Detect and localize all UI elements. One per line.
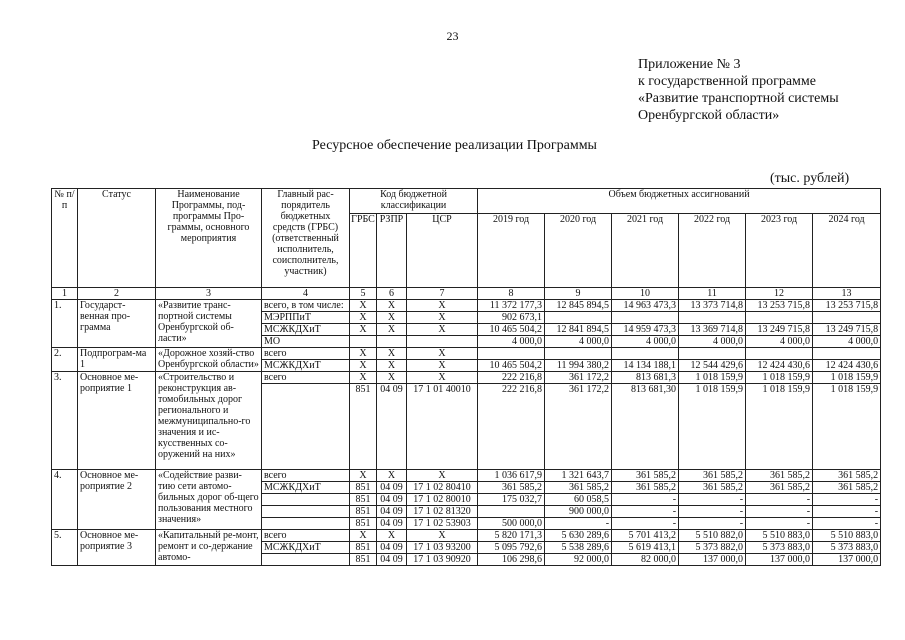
row-name: «Развитие транс-портной системы Оренбургской об-ласти»: [156, 300, 262, 348]
row-value-2020: [545, 312, 612, 324]
row-rzpr: [377, 336, 407, 348]
row-status: Основное ме-роприятие 3: [78, 530, 156, 566]
column-number: 7: [407, 288, 478, 300]
row-value-2022: 5 373 882,0: [679, 542, 746, 554]
row-value-2021: 14 959 473,3: [612, 324, 679, 336]
row-value-2023: 4 000,0: [746, 336, 813, 348]
table-row: [52, 470, 881, 482]
row-csr: Х: [407, 360, 478, 372]
row-value-2021: [612, 348, 679, 360]
row-value-2020: [545, 348, 612, 360]
row-value-2021: 4 000,0: [612, 336, 679, 348]
header-grbs-main: Главный рас-порядитель бюджетных средств (ГРБС) (ответственный исполнитель, соисполнитель, участник): [262, 189, 350, 288]
appendix-line-4: Оренбургской области»: [638, 108, 780, 123]
row-executor: [262, 518, 350, 530]
row-value-2022: [679, 348, 746, 360]
row-executor: МО: [262, 336, 350, 348]
row-value-2023: -: [746, 518, 813, 530]
row-name: «Капитальный ре-монт, ремонт и со-держание автомо-: [156, 530, 262, 566]
row-value-2020: 5 630 289,6: [545, 530, 612, 542]
row-value-2019: 4 000,0: [478, 336, 545, 348]
row-value-2020: 1 321 643,7: [545, 470, 612, 482]
row-value-2020: 361 172,2: [545, 384, 612, 470]
header-year-2019: 2019 год: [478, 214, 545, 288]
row-grbs: Х: [350, 372, 377, 384]
row-value-2022: 13 373 714,8: [679, 300, 746, 312]
row-value-2022: 361 585,2: [679, 470, 746, 482]
row-rzpr: 04 09: [377, 482, 407, 494]
row-value-2022: [679, 312, 746, 324]
row-value-2019: 902 673,1: [478, 312, 545, 324]
header-year-2022: 2022 год: [679, 214, 746, 288]
column-number: 6: [377, 288, 407, 300]
row-grbs: 851: [350, 494, 377, 506]
row-grbs: Х: [350, 360, 377, 372]
row-value-2023: 13 253 715,8: [746, 300, 813, 312]
row-executor: всего: [262, 348, 350, 360]
row-value-2023: [746, 348, 813, 360]
row-executor: [262, 554, 350, 566]
row-rzpr: Х: [377, 530, 407, 542]
row-value-2023: -: [746, 494, 813, 506]
row-value-2021: -: [612, 518, 679, 530]
table-row: [52, 372, 881, 384]
row-rzpr: 04 09: [377, 518, 407, 530]
row-value-2020: -: [545, 518, 612, 530]
row-value-2021: 5 619 413,1: [612, 542, 679, 554]
row-value-2024: 137 000,0: [813, 554, 881, 566]
row-value-2021: 361 585,2: [612, 482, 679, 494]
row-executor: всего: [262, 530, 350, 542]
header-code-group: Код бюджетной классификации: [350, 189, 478, 214]
row-value-2022: 1 018 159,9: [679, 384, 746, 470]
row-value-2023: 361 585,2: [746, 470, 813, 482]
row-value-2019: 5 820 171,3: [478, 530, 545, 542]
row-value-2023: 1 018 159,9: [746, 372, 813, 384]
row-csr: Х: [407, 348, 478, 360]
row-value-2019: 5 095 792,6: [478, 542, 545, 554]
row-rzpr: Х: [377, 360, 407, 372]
row-executor: [262, 506, 350, 518]
row-rzpr: 04 09: [377, 554, 407, 566]
header-num: № п/п: [52, 189, 78, 288]
row-num: 2.: [52, 348, 78, 372]
row-value-2022: -: [679, 506, 746, 518]
row-grbs: 851: [350, 506, 377, 518]
row-grbs: 851: [350, 554, 377, 566]
row-executor: всего, в том числе:: [262, 300, 350, 312]
row-name: «Дорожное хозяй-ство Оренбургской области»: [156, 348, 262, 372]
row-csr: Х: [407, 324, 478, 336]
row-value-2020: 900 000,0: [545, 506, 612, 518]
header-year-2023: 2023 год: [746, 214, 813, 288]
row-value-2019: 10 465 504,2: [478, 360, 545, 372]
column-number: 13: [813, 288, 881, 300]
row-status: Основное ме-роприятие 2: [78, 470, 156, 530]
header-year-2020: 2020 год: [545, 214, 612, 288]
header-volume-group: Объем бюджетных ассигнований: [478, 189, 881, 214]
row-grbs: 851: [350, 482, 377, 494]
row-value-2023: 5 373 883,0: [746, 542, 813, 554]
row-value-2019: 11 372 177,3: [478, 300, 545, 312]
row-num: 4.: [52, 470, 78, 530]
table-row: [52, 530, 881, 542]
row-value-2019: 361 585,2: [478, 482, 545, 494]
row-value-2019: 106 298,6: [478, 554, 545, 566]
row-value-2024: -: [813, 518, 881, 530]
row-rzpr: Х: [377, 324, 407, 336]
row-grbs: 851: [350, 542, 377, 554]
column-number: 9: [545, 288, 612, 300]
row-status: Подпрограм-ма 1: [78, 348, 156, 372]
row-rzpr: Х: [377, 312, 407, 324]
row-value-2019: 222 216,8: [478, 372, 545, 384]
row-value-2020: 12 845 894,5: [545, 300, 612, 312]
row-value-2019: [478, 348, 545, 360]
row-rzpr: 04 09: [377, 384, 407, 470]
row-value-2024: 5 373 883,0: [813, 542, 881, 554]
appendix-line-3: «Развитие транспортной системы: [638, 91, 839, 106]
header-name: Наименование Программы, под-программы Про-граммы, основного мероприятия: [156, 189, 262, 288]
header-year-2024: 2024 год: [813, 214, 881, 288]
row-rzpr: Х: [377, 470, 407, 482]
appendix-line-2: к государственной программе: [638, 74, 816, 89]
row-value-2019: 10 465 504,2: [478, 324, 545, 336]
row-value-2022: 13 369 714,8: [679, 324, 746, 336]
header-rzpr: РЗПР: [377, 214, 407, 288]
column-number: 3: [156, 288, 262, 300]
row-value-2023: 5 510 883,0: [746, 530, 813, 542]
row-executor: МЭРППиТ: [262, 312, 350, 324]
row-csr: 17 1 02 80410: [407, 482, 478, 494]
row-value-2023: 12 424 430,6: [746, 360, 813, 372]
column-number-row: [52, 288, 881, 300]
column-number: 10: [612, 288, 679, 300]
row-value-2024: 4 000,0: [813, 336, 881, 348]
column-number: 2: [78, 288, 156, 300]
row-value-2020: 60 058,5: [545, 494, 612, 506]
row-executor: МСЖКДХиТ: [262, 324, 350, 336]
row-value-2024: -: [813, 506, 881, 518]
row-csr: Х: [407, 530, 478, 542]
row-value-2021: 82 000,0: [612, 554, 679, 566]
units-label: (тыс. рублей): [770, 171, 850, 186]
row-grbs: Х: [350, 348, 377, 360]
row-csr: 17 1 02 81320: [407, 506, 478, 518]
appendix-block: [638, 56, 839, 124]
row-value-2020: 11 994 380,2: [545, 360, 612, 372]
row-value-2024: 1 018 159,9: [813, 372, 881, 384]
table-row: [52, 348, 881, 360]
row-csr: Х: [407, 470, 478, 482]
row-csr: 17 1 03 90920: [407, 554, 478, 566]
row-value-2023: 13 249 715,8: [746, 324, 813, 336]
row-csr: Х: [407, 372, 478, 384]
column-number: 11: [679, 288, 746, 300]
appendix-line-1: Приложение № 3: [638, 57, 741, 72]
row-value-2024: 1 018 159,9: [813, 384, 881, 470]
row-csr: Х: [407, 300, 478, 312]
row-num: 5.: [52, 530, 78, 566]
row-value-2024: 12 424 430,6: [813, 360, 881, 372]
table-row: [52, 300, 881, 312]
row-grbs: Х: [350, 470, 377, 482]
row-value-2024: 13 253 715,8: [813, 300, 881, 312]
row-executor: МСЖКДХиТ: [262, 542, 350, 554]
row-rzpr: Х: [377, 372, 407, 384]
row-status: Основное ме-роприятие 1: [78, 372, 156, 470]
row-executor: всего: [262, 470, 350, 482]
row-value-2022: 4 000,0: [679, 336, 746, 348]
column-number: 4: [262, 288, 350, 300]
column-number: 8: [478, 288, 545, 300]
row-grbs: 851: [350, 384, 377, 470]
row-value-2024: 361 585,2: [813, 482, 881, 494]
row-grbs: Х: [350, 324, 377, 336]
row-value-2020: 5 538 289,6: [545, 542, 612, 554]
row-grbs: Х: [350, 530, 377, 542]
row-value-2021: 14 963 473,3: [612, 300, 679, 312]
row-status: Государст-венная про-грамма: [78, 300, 156, 348]
row-value-2020: 361 172,2: [545, 372, 612, 384]
header-year-2021: 2021 год: [612, 214, 679, 288]
row-rzpr: Х: [377, 348, 407, 360]
row-value-2020: 12 841 894,5: [545, 324, 612, 336]
row-csr: Х: [407, 312, 478, 324]
row-csr: 17 1 01 40010: [407, 384, 478, 470]
column-number: 1: [52, 288, 78, 300]
row-value-2021: 361 585,2: [612, 470, 679, 482]
row-rzpr: 04 09: [377, 542, 407, 554]
document-title: Ресурсное обеспечение реализации Программы: [312, 138, 597, 153]
row-csr: 17 1 02 53903: [407, 518, 478, 530]
row-csr: [407, 336, 478, 348]
row-executor: МСЖКДХиТ: [262, 360, 350, 372]
column-number: 12: [746, 288, 813, 300]
row-executor: МСЖКДХиТ: [262, 482, 350, 494]
row-value-2022: 137 000,0: [679, 554, 746, 566]
row-csr: 17 1 03 93200: [407, 542, 478, 554]
row-value-2023: [746, 312, 813, 324]
row-executor: [262, 494, 350, 506]
row-value-2022: 5 510 882,0: [679, 530, 746, 542]
row-csr: 17 1 02 80010: [407, 494, 478, 506]
row-value-2022: 1 018 159,9: [679, 372, 746, 384]
row-value-2024: 361 585,2: [813, 470, 881, 482]
row-value-2024: [813, 348, 881, 360]
row-value-2022: -: [679, 494, 746, 506]
row-num: 1.: [52, 300, 78, 348]
row-grbs: [350, 336, 377, 348]
row-value-2024: [813, 312, 881, 324]
row-value-2021: 813 681,30: [612, 384, 679, 470]
row-value-2021: -: [612, 506, 679, 518]
row-grbs: Х: [350, 312, 377, 324]
row-value-2024: 5 510 883,0: [813, 530, 881, 542]
budget-table: [51, 188, 881, 566]
row-value-2022: 12 544 429,6: [679, 360, 746, 372]
row-rzpr: Х: [377, 300, 407, 312]
row-value-2023: 1 018 159,9: [746, 384, 813, 470]
row-value-2023: 361 585,2: [746, 482, 813, 494]
row-rzpr: 04 09: [377, 494, 407, 506]
row-value-2021: [612, 312, 679, 324]
row-value-2020: 361 585,2: [545, 482, 612, 494]
row-value-2019: [478, 506, 545, 518]
row-value-2019: 1 036 617,9: [478, 470, 545, 482]
row-value-2019: 175 032,7: [478, 494, 545, 506]
header-grbs: ГРБС: [350, 214, 377, 288]
row-value-2019: 500 000,0: [478, 518, 545, 530]
row-name: «Содействие разви-тию сети автомо-бильных дорог об-щего пользования местного значения»: [156, 470, 262, 530]
row-value-2020: 92 000,0: [545, 554, 612, 566]
header-csr: ЦСР: [407, 214, 478, 288]
row-value-2020: 4 000,0: [545, 336, 612, 348]
row-value-2022: -: [679, 518, 746, 530]
row-value-2023: 137 000,0: [746, 554, 813, 566]
row-value-2024: 13 249 715,8: [813, 324, 881, 336]
row-value-2021: 14 134 188,1: [612, 360, 679, 372]
row-value-2021: 813 681,3: [612, 372, 679, 384]
row-value-2021: 5 701 413,2: [612, 530, 679, 542]
row-value-2023: -: [746, 506, 813, 518]
page-number: 23: [446, 29, 459, 43]
row-num: 3.: [52, 372, 78, 470]
row-value-2022: 361 585,2: [679, 482, 746, 494]
row-value-2021: -: [612, 494, 679, 506]
row-grbs: 851: [350, 518, 377, 530]
row-rzpr: 04 09: [377, 506, 407, 518]
row-value-2024: -: [813, 494, 881, 506]
row-value-2019: 222 216,8: [478, 384, 545, 470]
header-status: Статус: [78, 189, 156, 288]
row-executor: [262, 384, 350, 470]
row-executor: всего: [262, 372, 350, 384]
row-grbs: Х: [350, 300, 377, 312]
column-number: 5: [350, 288, 377, 300]
row-name: «Строительство и реконструкция ав-томобильных дорог регионального и межмуниципально-го значения и ис-кусственных со-оружений на них»: [156, 372, 262, 470]
